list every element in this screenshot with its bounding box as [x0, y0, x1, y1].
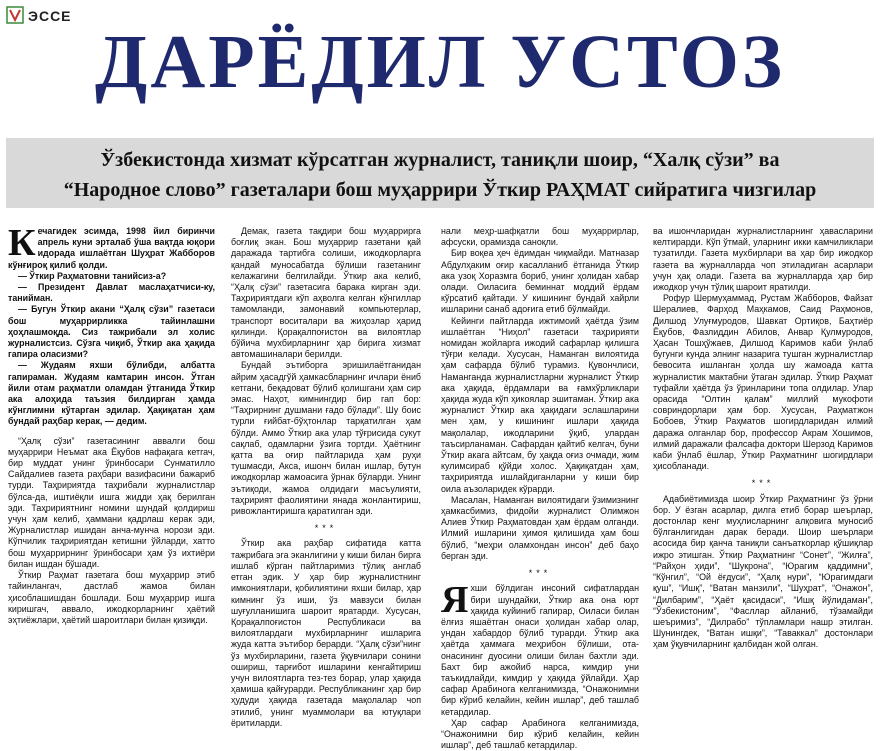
paragraph: нали меҳр-шафқатли бош муҳаррирлар, афсуски, орамизда саноқли. [441, 226, 639, 248]
paragraph: Бир воқеа ҳеч ёдимдан чиқмайди. Матназар Абдулҳаким оғир касалланиб ётганида Ўткир ака узоқ Хоразмга бориб, унинг ҳолидан хабар олади. Оиласига беминнат моддий ёрдам кўрсатиб қайтади. У кишининг бундай хайрли ишларини санаб адоғига етиб бўлмайди. [441, 248, 639, 315]
paragraph: — Жудаям яхши бўлибди, албатта гапираман. Жудаям камтарин инсон. Ўтган йили отам раҳматли оламдан ўтганида Ўткир ака алоҳида таъзия билдирган ҳамда кўнглимни кўтарган эдилар. Ҳақиқатан ҳам бундай раҳбар керак, — дедим. [8, 360, 215, 427]
paragraph: ва ишончларидан журналистларнинг ҳавасларини келтирарди. Кўп ўтмай, уларнинг икки камчиликлари тузатилди. Газета мухбирлари ва ҳар бир ижодкор газета ва журналларда чоп этиладиган асарлари учун ҳақ олади. Газета ва журналларда ҳар бир ижодкор учун тўлиқ шароит яратилди. [653, 226, 873, 293]
section-divider: *** [528, 568, 552, 579]
section-label: ЭССЕ [28, 8, 72, 24]
subtitle-line-2: “Народное слово” газеталари бош муҳаррири Ўткир РАҲМАТ сийратига чизгилар [63, 179, 817, 201]
section-divider: *** [314, 523, 338, 534]
article-column-3 [441, 226, 639, 751]
paragraph-text: ечагидек эсимда, 1998 йил биринчи апрель куни эрталаб ўша вақтда юқори идорада ишлаётган Шуҳрат Жабборов кўнғироқ қилиб қолди. [8, 226, 215, 270]
article-title: ДАРЁДИЛ УСТОЗ [95, 20, 785, 104]
paragraph: — Президент Давлат маслаҳатчиси-ку, танийман. [8, 282, 215, 304]
paragraph: Ўткир ака раҳбар сифатида катта тажрибага эга эканлигини у киши билан бирга ишлаб кўрган пайтларимиз тўлиқ англаб етган эдик. У ҳар бир журналистнинг имкониятлари, қобилиятини яхши билар, ҳар кимнинг ўз иши, ўз мавзуси билан шуғулланишига шароит яратарди. Хусусан, Қорақалпоғистон Республикаси ва вилоятлардаги мухбирларнинг ишларига жуда катта эътибор берарди. “Ҳалқ сўзи”нинг ўз мухбирларини, газета ўқувчилари сонини ошириш, тарғибот ишларини кенгайтириш учун вилоятларга тез-тез борар, улар ҳақида ҳамиша қайғурарди. Республиканинг ҳар бир ҳудуди ҳақида газетада мақолалар чоп этилиб, унинг муаммолари ва ютуқлари ёритиларди. [231, 538, 421, 728]
paragraph: “Ҳалқ сўзи” газетасининг аввалги бош муҳаррири Неъмат ака Ёқубов нафақага кетгач, бир муддат унинг ўринбосари Сунматилло Сайдалиев газета раҳбари вазифасини бажариб турди. Таҳририятда таҳрибали журналистлар бўлса-да, иштиёқли ишга жидди ҳақ берилган эди. Таҳририятнинг номини шундай қолдириш учун ҳам келиб, ҳаммани қадрлаш керак эди, Журналистлар ишидан анча-мунча норози эди. Кўпчилик таҳририятдан кетишни ўйларди, хатто бош муҳаррирнинг ўринбосари ҳам ўз ихтиёри билан ишдан бўшади. [8, 435, 215, 569]
paragraph: Рофур Шермуҳаммад, Рустам Жабборов, Файзат Шералиев, Фарҳод Маҳкамов, Саид Раҳмонов, Дилшод Улуғмуродов, Шавкат Ортиқов, Баҳтиёр Ёқубов, Фазлиддин Абилов, Анвар Қулмуродов, Ҳасан Тошҳўжаев, Дилшод Каримов каби ўнлаб бугунги кунда элнинг назарига тушган журналистлар бевосита ишланган ҳолда шу жамоада катта журналистик мактабни ўтаган эдилар. Ўткир Раҳмат туфайли ҳаётда ўз ўринларини топа олдилар. Улар орасида “Олтин қалам” миллий мукофоти совриндорлари ҳам бор. Хусусан, Раҳматжон Бобоев, Ўткир Раҳматов шогирдларидан илмий даража олганлар бор, профессор Акрам Хошимов, илмий даражали фалсафа доктори Шерзод Каримов каби ўнлаб ёшлар, Ўткир Раҳматнинг шогирдлари ҳисобланади. [653, 293, 873, 472]
drop-cap: К [8, 222, 36, 264]
paragraph: Кейинги пайтларда ижтимоий ҳаётда ўзим ишлаётган “Ниҳол” газетаси таҳририяти номидан жойларга ижодий сафарлар қилишга тўғри келади. Хусусан, Наманган вилоятида ҳам сафарда бўлиб турамиз. Қувончлиси, Наманганда журналистларни журналист Ўткир ака ҳақида, ёрдамлари ва ғамхўрликлари ҳақида жуда кўп ҳикоялар эшитаман. Ўткир ака журналист Ўткир ака ҳақидаги эслашларини мен ҳам, у кишининг ишлари ҳақида мақолалар, ижодларини ўқиб, улардан таъсирланаман. Сафардан қайтиб келгач, буни Ўткир акага айтсам, бу ҳақда оғиз очмади, жим кулимсираб қўйди холос. Ҳақиқатдан ҳам, таҳририятда ишлайдиганларни у киши бир оила аъзоларидек кўрарди. [441, 315, 639, 494]
paragraph [8, 222, 215, 271]
paragraph: Ҳар сафар Арабинога келганимизда, “Онажонимни бир кўриб келайин, кейин ишлар”, деб ташлаб кетардилар. [441, 717, 639, 751]
article-column-1 [8, 222, 215, 625]
subtitle-line-1: Ўзбекистонда хизмат кўрсатган журналист, таниқли шоир, “Халқ сўзи” ва [100, 149, 780, 171]
paragraph: Ўткир Раҳмат газетага бош муҳаррир этиб тайинлангач, дастлаб жамоа билан ҳисоблашишдан бошлади. Бош муҳаррир ишга киришгач, аввало, ижодкорларнинг ҳаётий эҳтиёжлари, ҳаётий шароитлари билан қизиқди. [8, 570, 215, 625]
paragraph [441, 579, 639, 717]
paragraph: Демак, газета тақдири бош муҳаррирга боғлиқ экан. Бош муҳаррир газетани қай даражада тартибга солиши, ижодкорларга қандай муносабатда бўлиши газетанинг келажагини белгилайди. Ўткир ака келиб, “Ҳалқ сўзи” газетасига барака кирган эди. Таҳририятдаги кўп аҳволга келган кўнгиллар тамомланди, замонавий компьютерлар, транспорт воситалари ва жиҳозлар ҳарид қилинди. Қорақалпоғистон ва вилоятлар бўйича мухбирларнинг ҳар бирига хизмат автомашиналари берилди. [231, 226, 421, 360]
paragraph-text: хши бўлдиган инсоний сифатлардан бири шундайки, Ўткир ака она юрт ҳақида куйиниб гапирар, Оиласи билан ёлғиз яшаётган онаси ҳолидан хабар олар, ундан хабардор бўлиб турарди. Ўткир ака ҳаётда ҳаммага меҳрибон бўлиши, ота-онасининг дуосини олиши билан бахтли эди. Бахт бир ажойиб нарса, кимдир уни таъкидлайди, кимдир у ҳақида ўйлайди. Ҳар сафар Арабинога келганимизда, “Онажонимни бир кўриб келайин, кейин ишлар”, деб ташлаб кетардилар. [441, 583, 639, 717]
drop-cap: Я [441, 579, 469, 622]
paragraph: Адабиётимизда шоир Ўткир Раҳматнинг ўз ўрни бор. У ёзган асарлар, дилга етиб борар шеърлар, достонлар кенг муҳлисларнинг алқовига муносиб бўлганлигидан дарак беради. Шоир шеърлари асосида бир қанча таниқли санъаткорлар қўшиқлар ижро этишган. Ўткир Раҳматнинг “Сонет”, “Жилға”, “Райҳон ҳиди”, “Шукрона”, “Юрагим қаддимни”, “Кўнгил”, “Ой ёғдуси”, “Ҳалқ нури”, “Юрагимдаги қуш”, “Ишқ”, “Ватан манзили”, “Шуҳрат”, “Онажон”, “Дилбарим”, “Ҳаёт қасидаси”, “Ишқ йўлидаман”, “Ўзбекистоним”, “Фасллар айланиб, тўзамайди шеъримиз”, “Дилрабо” тўпламлари нашр этилган. Шунингдек, “Ватан ишқи”, “Таваккал” достонлари ҳам ўқувчиларнинг қалбидан жой олган. [653, 493, 873, 650]
article-column-4 [653, 226, 873, 650]
paragraph: Масалан, Наманган вилоятидаги ўзимизнинг ҳамкасбимиз, фидойи журналист Олимжон Алиев Ўткир Раҳматовдан ҳам ёрдам олганди. Илмий ишларини ҳимоя қилишида ҳам бош бўлиб, “меҳри оламхондан инсон” деб баҳо берган эди. [441, 494, 639, 561]
section-divider: *** [751, 478, 775, 489]
paragraph: Бундай эътиборга эришилаётганидан айрим ҳасадгўй ҳамкасбларнинг ичлари ёниб кетгани, беқадоват бўлиб қолишгани ҳам сир эмас. Наҳот, кимнингдир бир гап бор: “Таҳрирнинг душмани ғадо бўлади”. Шу боис турли ғийбат-бўҳтонлар тарқатилган ҳам бўлди. Аммо Ўткир ака улар тўғрисида сукут сақлаб, одамларни ўзига тортди. Ҳаётнинг қатта ва оғир пайтларида ҳам руҳи тушмасди, Акса, ишонч билан ишлар, бутун ижодкорлар жамоасига ўрнак бўларди. Унинг эътиқоди, жамоа олдидаги масъулияти, таҳририят фаолиятини янада жонлантириш, ривожлантиришга қаратилган эди. [231, 360, 421, 517]
article-subtitle [6, 138, 874, 208]
essay-logo-icon [6, 6, 24, 24]
article-column-2 [231, 226, 421, 728]
paragraph: — Ўткир Раҳматовни танийсиз-а? [18, 270, 167, 281]
paragraph: — Бугун Ўткир акани “Ҳалқ сўзи” газетаси бош муҳаррирликка тайинлашни ҳоҳлашмоқда. Сиз тажрибали эл холис журналистсиз. Сўзга чиқиб, Ўткир ака ҳақида гапира оласизми? [8, 304, 215, 360]
